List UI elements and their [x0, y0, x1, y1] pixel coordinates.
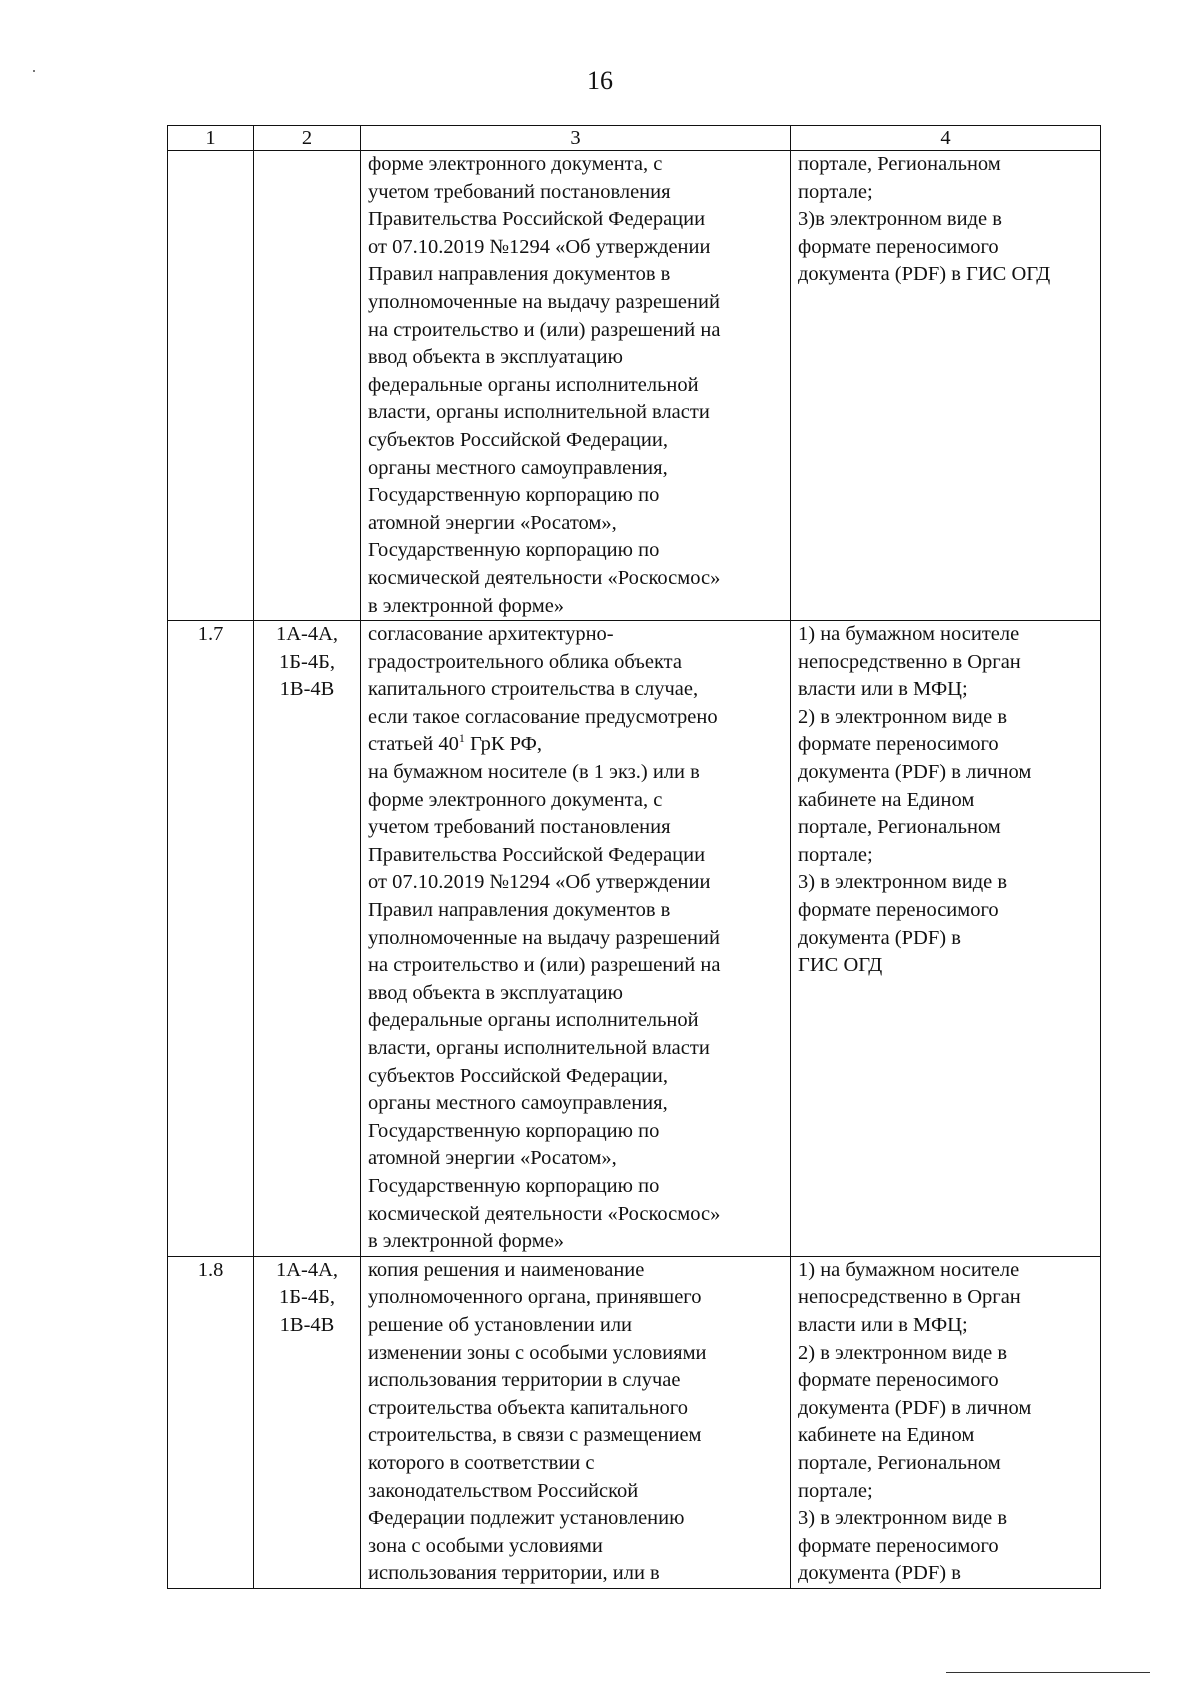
text-line: согласование архитектурно-: [368, 623, 614, 646]
text-line: 3) в электронном виде в: [798, 871, 1008, 894]
table-row: [168, 1256, 1101, 1588]
code-line: 1А-4А,: [275, 623, 339, 646]
code-line: 1Б-4Б,: [279, 1286, 335, 1309]
text-line: портале, Региональном: [798, 1451, 1001, 1474]
document-description-cell: [361, 621, 791, 1257]
text-line: портале;: [798, 180, 873, 203]
text-line: строительства объекта капитального: [368, 1396, 688, 1419]
text-line: форме электронного документа, с: [368, 153, 663, 175]
text-line: власти, органы исполнительной власти: [368, 1037, 710, 1059]
text-line: на бумажном носителе (в 1 экз.) или в: [368, 761, 700, 784]
column-header-4: 4: [791, 126, 1101, 151]
text-line: которого в соответствии с: [368, 1451, 595, 1474]
text-line: учетом требований постановления: [368, 816, 671, 839]
text-line: 1) на бумажном носителе: [798, 623, 1020, 646]
text-line: использования территории, или в: [368, 1562, 660, 1585]
text-line: формате переносимого: [798, 899, 999, 922]
column-header-1: 1: [168, 126, 254, 151]
text-line: Государственную корпорацию по: [368, 1119, 660, 1142]
code-line: 1В-4В: [279, 678, 335, 701]
text-line: уполномоченного органа, принявшего: [368, 1286, 702, 1309]
row-number-cell: [168, 151, 254, 621]
text-line: формате переносимого: [798, 235, 999, 258]
article-reference-line: [368, 731, 783, 759]
article-superscript: 1: [458, 731, 465, 746]
text-line: на строительство и (или) разрешений на: [368, 954, 721, 977]
text-line: атомной энергии «Росатом»,: [368, 511, 617, 534]
row-codes-cell: [254, 1256, 361, 1588]
column-header-3: 3: [361, 126, 791, 151]
text-line: 1) на бумажном носителе: [798, 1258, 1020, 1281]
article-suffix: ГрК РФ,: [464, 733, 542, 756]
text-line: власти, органы исполнительной власти: [368, 401, 710, 424]
text-line: градостроительного облика объекта: [368, 650, 682, 673]
text-line: от 07.10.2019 №1294 «Об утверждении: [368, 871, 711, 894]
text-line: федеральные органы исполнительной: [368, 1009, 699, 1032]
text-line: кабинете на Едином: [798, 1424, 975, 1447]
text-line: космической деятельности «Роскосмос»: [368, 1202, 721, 1225]
text-line: решение об установлении или: [368, 1313, 633, 1336]
row-number-cell: 1.8: [168, 1256, 254, 1588]
row-codes-cell: [254, 621, 361, 1257]
table-row: [168, 151, 1101, 621]
text-line: зона с особыми условиями: [368, 1534, 603, 1557]
text-line: формате переносимого: [798, 1534, 999, 1557]
text-line: власти или в МФЦ;: [798, 678, 968, 701]
text-line: непосредственно в Орган: [798, 1286, 1021, 1309]
submission-method-cell: [791, 621, 1101, 1257]
text-line: 2) в электронном виде в: [798, 705, 1008, 728]
text-line: портале;: [798, 843, 873, 866]
code-line: 1В-4В: [279, 1313, 335, 1336]
code-line: 1Б-4Б,: [279, 650, 335, 673]
text-line: форме электронного документа, с: [368, 788, 663, 811]
text-line: Правительства Российской Федерации: [368, 208, 706, 231]
text-line: федеральные органы исполнительной: [368, 373, 699, 396]
text-line: Государственную корпорацию по: [368, 1174, 660, 1197]
text-line: изменении зоны с особыми условиями: [368, 1341, 707, 1364]
text-line: уполномоченные на выдачу разрешений: [368, 290, 720, 313]
text-line: в электронной форме»: [368, 594, 565, 617]
column-header-2: 2: [254, 126, 361, 151]
text-line: если такое согласование предусмотрено: [368, 705, 718, 728]
text-line: документа (PDF) в личном: [798, 1396, 1032, 1419]
row-codes-cell: [254, 151, 361, 621]
text-line: 2) в электронном виде в: [798, 1341, 1008, 1364]
footer-rule: [946, 1672, 1150, 1673]
text-line: от 07.10.2019 №1294 «Об утверждении: [368, 235, 711, 258]
text-line: Правил направления документов в: [368, 899, 671, 922]
text-line: документа (PDF) в: [798, 926, 961, 949]
text-line: ГИС ОГД: [798, 954, 883, 977]
text-line: кабинете на Едином: [798, 788, 975, 811]
text-line: атомной энергии «Росатом»,: [368, 1147, 617, 1170]
text-line: космической деятельности «Роскосмос»: [368, 566, 721, 589]
code-line: 1А-4А,: [275, 1258, 339, 1281]
text-line: в электронной форме»: [368, 1230, 565, 1253]
text-line: капитального строительства в случае,: [368, 678, 699, 701]
row-number-cell: 1.7: [168, 621, 254, 1257]
text-line: органы местного самоуправления,: [368, 456, 668, 479]
table-row: [168, 621, 1101, 1257]
text-line: документа (PDF) в личном: [798, 761, 1032, 784]
text-line: непосредственно в Орган: [798, 650, 1021, 673]
text-line: субъектов Российской Федерации,: [368, 1064, 668, 1087]
table-header-row: [168, 126, 1101, 151]
text-line: 3)в электронном виде в: [798, 208, 1002, 231]
text-line: Государственную корпорацию по: [368, 484, 660, 507]
document-description-cell: [361, 1256, 791, 1588]
text-line: использования территории в случае: [368, 1369, 681, 1392]
article-text: статьей 40: [368, 733, 459, 756]
text-line: 3) в электронном виде в: [798, 1507, 1008, 1530]
page-number: 16: [587, 66, 613, 95]
text-line: документа (PDF) в: [798, 1562, 961, 1585]
text-line: Федерации подлежит установлению: [368, 1507, 685, 1530]
document-description-cell: [361, 151, 791, 621]
text-line: Правил направления документов в: [368, 263, 671, 286]
text-line: формате переносимого: [798, 1369, 999, 1392]
text-line: портале;: [798, 1479, 873, 1502]
text-line: строительства, в связи с размещением: [368, 1424, 702, 1447]
text-line: ввод объекта в эксплуатацию: [368, 981, 623, 1004]
submission-method-cell: [791, 151, 1101, 621]
text-line: уполномоченные на выдачу разрешений: [368, 926, 720, 949]
text-line: Государственную корпорацию по: [368, 539, 660, 562]
text-line: учетом требований постановления: [368, 180, 671, 203]
text-line: субъектов Российской Федерации,: [368, 428, 668, 451]
text-line: на строительство и (или) разрешений на: [368, 318, 721, 341]
text-line: законодательством Российской: [368, 1479, 639, 1502]
text-line: копия решения и наименование: [368, 1258, 645, 1281]
submission-method-cell: [791, 1256, 1101, 1588]
text-line: Правительства Российской Федерации: [368, 843, 706, 866]
requirements-table: [167, 125, 1101, 1589]
text-line: документа (PDF) в ГИС ОГД: [798, 263, 1051, 286]
text-line: власти или в МФЦ;: [798, 1313, 968, 1336]
text-line: органы местного самоуправления,: [368, 1092, 668, 1115]
text-line: ввод объекта в эксплуатацию: [368, 346, 623, 369]
text-line: портале, Региональном: [798, 153, 1001, 175]
text-line: портале, Региональном: [798, 816, 1001, 839]
text-line: формате переносимого: [798, 733, 999, 756]
